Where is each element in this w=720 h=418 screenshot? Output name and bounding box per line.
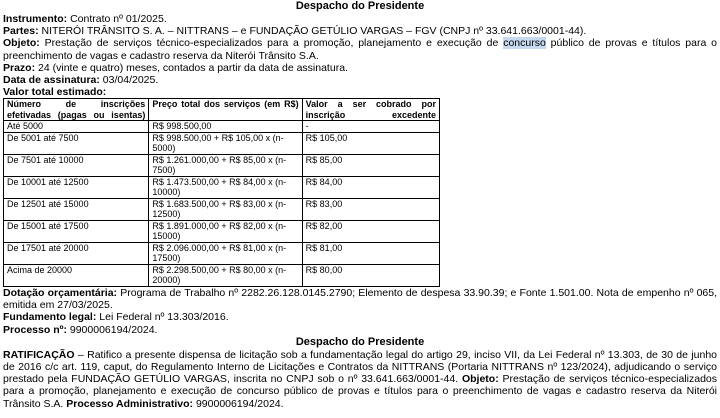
table-row [4,154,440,176]
table-cell: R$ 82,00 [302,220,439,242]
table-cell: R$ 83,00 [302,198,439,220]
selected-text-highlight[interactable]: concurso [503,37,546,50]
objeto-paragraph: Objeto: Prestação de serviços técnico-especializados para a promoção, planejamento e execução de concurso público de provas e títulos para o preenchimento de vagas e cadastro reserva da Niterói Trânsito S.A. [3,37,718,62]
table-cell: Até 5000 [4,121,149,133]
table-header-row [4,99,440,121]
table-cell: R$ 2.298.500,00 + R$ 80,00 x (n-20000) [149,264,302,286]
table-row [4,220,440,242]
table-cell: De 5001 até 7500 [4,132,149,154]
table-cell: R$ 998.500,00 [149,121,302,133]
table-header-cell: Valor a ser cobrado por inscrição excedente [302,99,439,121]
table-body [4,121,440,287]
table-row [4,264,440,286]
table-cell: De 10001 até 12500 [4,176,149,198]
valor-table [3,98,440,287]
table-cell: De 12501 até 15000 [4,198,149,220]
table-cell: R$ 1.683.500,00 + R$ 83,00 x (n-12500) [149,198,302,220]
partes-line: Partes: NITERÓI TRÂNSITO S. A. – NITTRANS – e FUNDAÇÃO GETÚLIO VARGAS – FGV (CNPJ nº 33.641.663/0001-44). [3,25,587,38]
prazo-line: Prazo: 24 (vinte e quatro) meses, contados a partir da data de assinatura. [3,61,348,74]
table-cell: R$ 1.261.000,00 + R$ 85,00 x (n-7500) [149,154,302,176]
table-cell: R$ 2.096.000,00 + R$ 81,00 x (n-17500) [149,242,302,264]
table-cell: Acima de 20000 [4,264,149,286]
table-row [4,242,440,264]
table-cell: R$ 81,00 [302,242,439,264]
table-row [4,121,440,133]
table-row [4,176,440,198]
table-cell: R$ 105,00 [302,132,439,154]
table-cell: R$ 998.500,00 + R$ 105,00 x (n-5000) [149,132,302,154]
table-cell: R$ 84,00 [302,176,439,198]
valor-total-label: Valor total estimado: [3,86,107,99]
table-cell: - [302,121,439,133]
table-cell: R$ 1.473.500,00 + R$ 84,00 x (n-10000) [149,176,302,198]
heading-despacho-1: Despacho do Presidente [295,0,425,12]
table-cell: R$ 80,00 [302,264,439,286]
table-cell: De 17501 até 20000 [4,242,149,264]
fundamento-line: Fundamento legal: Lei Federal nº 13.303/2016. [3,311,229,324]
table-header-cell: Número de inscrições efetivadas (pagas ou isentas) [4,99,149,121]
heading-despacho-2: Despacho do Presidente [295,335,425,348]
table-cell: R$ 85,00 [302,154,439,176]
table-cell: De 15001 até 17500 [4,220,149,242]
table-header-cell: Preço total dos serviços (em R$) [149,99,302,121]
table-row [4,132,440,154]
table-row [4,198,440,220]
table-cell: R$ 1.891.000,00 + R$ 82,00 x (n-15000) [149,220,302,242]
dotacao-paragraph: Dotação orçamentária: Programa de Trabalho nº 2282.26.128.0145.2790; Elemento de despesa 33.90.39; e Fonte 1.501.00. Nota de empenho nº 065, emitida em 27/03/2025. [3,286,718,312]
processo-line: Processo nº: 9900006194/2024. [3,323,158,336]
instrumento-line: Instrumento: Contrato nº 01/2025. [3,13,167,25]
ratificacao-paragraph: RATIFICAÇÃO – Ratifico a presente dispensa de licitação sob a fundamentação legal do artigo 29, inciso VII, da Lei Federal nº 13.303, de 30 de junho de 2016 c/c art. 119, caput, do Regulamento Interno de Licitações e Contratos da NITTRANS (Portaria NITTRANS nº 123/2024), adjudicando o serviço prestado pela FUNDAÇÃO GETÚLIO VARGAS, inscrita no CNPJ sob o nº 33.641.663/0001-44. Objeto: Prestação de serviços técnico-especializados para a promoção, planejamento e execução de concurso público de provas e títulos para o preenchimento de vagas e cadastro reserva da Niterói Trânsito S.A. Processo Administrativo: 9900006194/2024. [3,348,718,410]
data-assinatura-line: Data de assinatura: 03/04/2025. [3,74,159,87]
table-cell: De 7501 até 10000 [4,154,149,176]
